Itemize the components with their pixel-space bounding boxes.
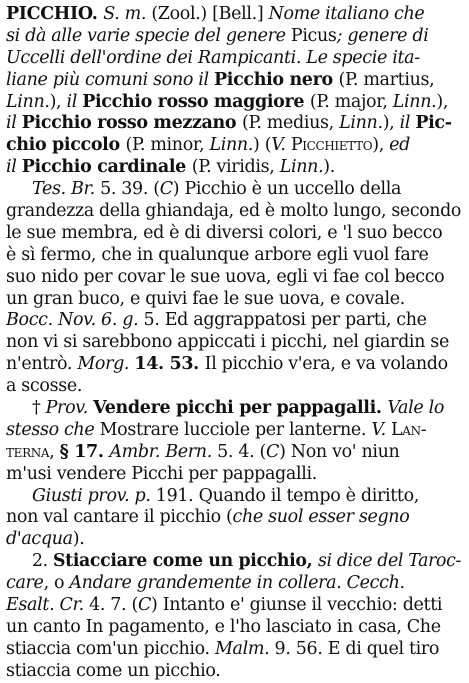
text-segment: Linn.: [279, 157, 324, 178]
text-segment: Picchio rosso maggiore: [82, 91, 310, 112]
text-line: [6, 617, 461, 639]
text-segment: Andare grandemente in collera. Cecch.: [69, 573, 405, 594]
text-line: [6, 245, 461, 267]
text-segment: ),: [372, 135, 390, 156]
text-segment: Picus: [290, 25, 337, 46]
text-line: [6, 573, 461, 595]
text-segment: Picchio nero: [213, 69, 339, 90]
text-line: [6, 4, 461, 26]
text-line: [6, 551, 461, 573]
text-segment: il: [66, 91, 83, 112]
text-line: [6, 48, 461, 70]
text-line: [6, 267, 461, 289]
text-segment: 5. Ed aggrappatosi per parti, che: [143, 310, 427, 331]
text-segment: Vendere picchi per pappagalli.: [93, 398, 388, 419]
text-line: [6, 179, 461, 201]
text-segment: non val cantare il picchio (: [6, 507, 233, 528]
text-segment: Linn.: [6, 91, 50, 112]
text-segment: il: [399, 113, 416, 134]
text-line: [6, 398, 461, 420]
text-segment: si dà alle varie specie del genere: [6, 25, 291, 46]
text-segment: (P. minor,: [125, 135, 210, 156]
text-line: [6, 92, 461, 114]
text-line: [6, 157, 461, 179]
text-line: [6, 332, 461, 354]
text-segment: si dice del Taroc-: [318, 551, 461, 572]
text-line: [6, 529, 461, 551]
text-segment: ) Non vo' niun: [279, 441, 400, 462]
text-segment: ),: [436, 91, 449, 112]
text-line: [6, 135, 461, 157]
text-segment: Vale lo: [387, 398, 445, 419]
text-segment: , o: [43, 573, 70, 594]
text-segment: V.: [371, 419, 391, 440]
text-segment: Pic-: [415, 113, 452, 134]
text-segment: ),: [382, 113, 400, 134]
text-line: [6, 354, 461, 376]
text-segment: Mostrare lucciole per lanterne.: [99, 419, 372, 440]
text-segment: Picchio cardinale: [21, 157, 192, 178]
text-segment: (Zool.) [Bell.]: [151, 4, 269, 24]
text-line: [6, 70, 461, 92]
text-segment: le sue membra, ed è di diversi colori, e 'l suo becco: [6, 222, 443, 243]
text-segment: il: [6, 113, 22, 134]
text-segment: ).: [323, 157, 335, 178]
text-segment: Il picchio v'era, e va volando: [204, 354, 448, 375]
text-segment: è sì fermo, che in qualunque arbore egli vuol fare: [6, 244, 429, 265]
text-segment: Bocc. Nov. 6. g.: [6, 310, 144, 331]
text-segment: grandezza della ghiandaja, ed è molto lungo, secondo: [6, 201, 461, 222]
text-segment: (P. medius,: [242, 113, 340, 134]
text-line: [6, 223, 461, 245]
text-line: [6, 595, 461, 617]
text-segment: C: [159, 179, 173, 200]
text-line: [6, 376, 461, 398]
text-segment: stesso che: [6, 419, 100, 440]
text-segment: ),: [49, 91, 67, 112]
text-segment: 9. 56. E di quel tiro: [274, 638, 440, 659]
text-line: [6, 420, 461, 442]
text-segment: non vi si sarebbono appiccati i picchi, nel giardin se: [6, 332, 449, 353]
text-segment: ,: [49, 441, 60, 462]
text-segment: un gran buco, e quivi fae le sue uova, e covale.: [6, 288, 405, 309]
text-segment: terna: [6, 441, 50, 462]
text-segment: Tes. Br.: [32, 179, 101, 200]
text-segment: stiaccia com'un picchio.: [6, 638, 215, 659]
text-segment: Morg.: [77, 354, 135, 375]
text-segment: Lan-: [391, 419, 427, 440]
text-segment: 5. 4. (: [217, 441, 267, 462]
text-line: [6, 486, 461, 508]
text-segment: Nome italiano che: [268, 4, 425, 24]
text-segment: liane più comuni sono il: [6, 69, 214, 90]
text-segment: C: [137, 595, 152, 616]
text-segment: 191. Quando il tempo è diritto,: [155, 485, 419, 506]
text-segment: ) Picchio è un uccello della: [172, 179, 402, 200]
text-segment: †: [32, 398, 46, 419]
text-segment: stiaccia come un picchio.: [6, 660, 221, 681]
text-segment: 4. 7. (: [89, 595, 138, 616]
text-line: [6, 289, 461, 311]
text-segment: Uccelli dell'ordine dei Rampicanti. Le specie ita-: [6, 47, 420, 68]
text-segment: ) Intanto e' giunse il vecchio: detti: [151, 595, 443, 616]
text-segment: C: [266, 441, 280, 462]
text-segment: care: [6, 573, 44, 594]
text-segment: n'entrò.: [6, 354, 78, 375]
text-segment: ; genere di: [336, 25, 429, 46]
text-segment: Linn.: [339, 113, 383, 134]
text-segment: Giusti prov. p.: [32, 485, 156, 506]
text-segment: che suol esser segno: [232, 507, 410, 528]
text-segment: S. m.: [103, 4, 152, 24]
text-line: [6, 113, 461, 135]
text-segment: Stiacciare come un picchio,: [53, 551, 319, 572]
text-segment: PICCHIO.: [6, 4, 104, 24]
text-line: [6, 464, 461, 486]
text-segment: Picchio rosso mezzano: [21, 113, 242, 134]
text-segment: V.: [271, 135, 291, 156]
text-segment: il: [6, 157, 22, 178]
text-segment: (P. major,: [309, 91, 393, 112]
text-segment: Esalt. Cr.: [6, 595, 90, 616]
text-segment: chio piccolo: [6, 135, 126, 156]
text-line: [6, 639, 461, 661]
text-line: [6, 310, 461, 332]
text-segment: 5. 39. (: [100, 179, 160, 200]
text-segment: un canto In pagamento, e l'ho lasciato in casa, Che: [6, 616, 441, 637]
text-line: [6, 201, 461, 223]
text-line: [6, 442, 461, 464]
text-segment: (P. martius,: [338, 69, 435, 90]
text-segment: d'acqua: [6, 529, 73, 550]
text-segment: ).: [72, 529, 85, 550]
text-line: [6, 507, 461, 529]
text-segment: Malm.: [214, 638, 275, 659]
text-segment: m'usi vendere Picchi per pappagalli.: [6, 463, 317, 484]
text-segment: a scosse.: [6, 376, 83, 397]
text-segment: 2.: [32, 551, 54, 572]
text-segment: Linn.: [392, 91, 437, 112]
text-segment: ) (: [253, 135, 272, 156]
text-segment: Ambr. Bern.: [109, 441, 218, 462]
text-segment: (P. viridis,: [191, 157, 280, 178]
text-segment: Prov.: [45, 398, 94, 419]
text-segment: Linn.: [209, 135, 254, 156]
text-segment: ed: [389, 135, 411, 156]
text-segment: suo nido per covar le sue uova, egli vi fae col becco: [6, 266, 445, 287]
text-segment: § 17.: [59, 441, 110, 462]
text-segment: 14. 53.: [134, 354, 205, 375]
text-line: [6, 26, 461, 48]
text-segment: Picchietto: [290, 135, 373, 156]
text-line: [6, 661, 461, 683]
